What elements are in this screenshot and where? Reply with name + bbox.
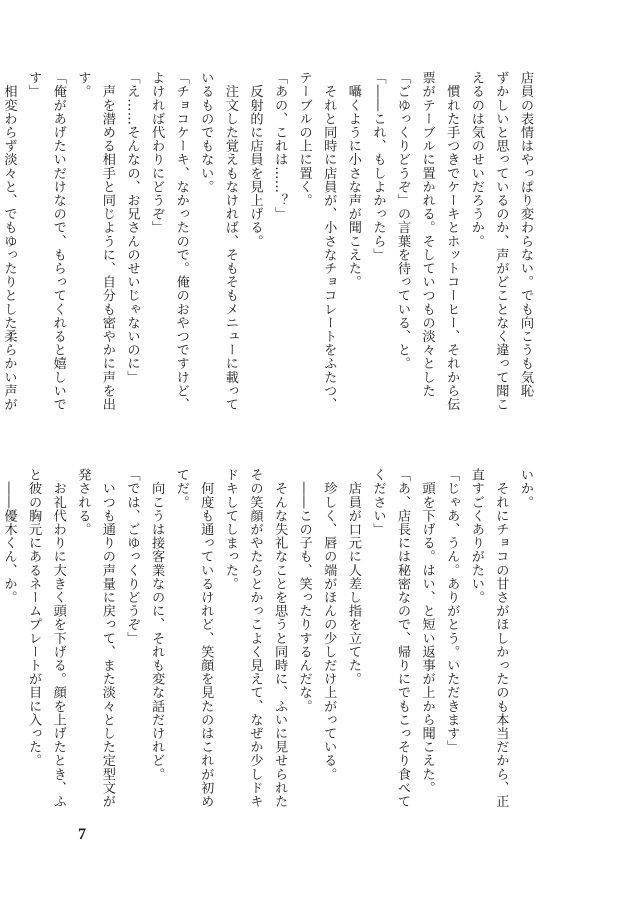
text-line: テーブルの上に置く。 <box>296 71 312 207</box>
text-line: 票がテーブルに置かれる。そしていつもの淡々とした <box>419 71 435 398</box>
text-line: と彼の胸元にあるネームプレートが目に入った。 <box>26 468 42 768</box>
text-block-lower <box>0 468 537 838</box>
text-line: 直すごくありがたい。 <box>468 468 484 604</box>
text-line: 発される。 <box>75 468 91 536</box>
text-line: いるものでもない。 <box>198 71 214 194</box>
text-line: それと同時に店員が、小さなチョコレートをふたつ、 <box>321 71 337 411</box>
text-line: いつも通りの声量に戻って、また淡々とした定型文が <box>99 468 115 808</box>
text-line: 「俺があげたいだけなので、もらってくれると嬉しいで <box>50 71 66 411</box>
text-line: 反射的に店員を見上げる。 <box>247 71 263 248</box>
text-line: 相変わらず淡々と、でもゆったりとした柔らかい声が <box>1 71 17 411</box>
text-line: す。 <box>75 71 91 99</box>
text-line: 囁くように小さな声が聞こえた。 <box>345 71 361 289</box>
text-line: 「あの、これは……？」 <box>272 71 288 221</box>
text-line: 頭を下げる。はい、と短い返事が上から聞こえた。 <box>419 468 435 795</box>
text-line: 「え……そんなの、お兄さんのせいじゃないのに」 <box>124 71 140 384</box>
text-line: 店員が口元に人差し指を立てた。 <box>345 468 361 686</box>
text-line: 珍しく、唇の端がほんの少しだけ上がっている。 <box>321 468 337 781</box>
text-line: 「チョコケーキ、なかったので。俺のおやつですけど、 <box>173 71 189 411</box>
text-line: 注文した覚えもなければ、そもそもメニューに載って <box>222 71 238 411</box>
text-line: いか。 <box>518 468 533 509</box>
text-line: ください」 <box>370 468 386 536</box>
text-line: 「ごゆっくりどうぞ」の言葉を待っている、と。 <box>395 71 411 371</box>
text-line: よければ代わりにどうぞ」 <box>149 71 165 235</box>
text-line: お礼代わりに大きく頭を下げる。顔を上げたとき、ふ <box>50 468 66 808</box>
text-line: 店員の表情はやっぱり変わらない。でも向こうも気恥 <box>518 71 533 398</box>
page-number: 7 <box>78 826 86 843</box>
text-line: 慣れた手つきでケーキとホットコーヒー、それから伝 <box>444 71 460 411</box>
text-line: 向こうは接客業なのに、それも変な話だけれど。 <box>149 468 165 781</box>
text-line: ――この子も、笑ったりするんだな。 <box>296 468 312 713</box>
text-line: その笑顔がやたらとかっこよく見えて、なぜか少しドキ <box>247 468 263 808</box>
text-line: 「じゃあ、うん。ありがとう。いただきます」 <box>444 468 460 754</box>
text-block-upper <box>0 71 537 441</box>
text-line: 何度も通っているけれど、笑顔を見たのはこれが初め <box>198 468 214 808</box>
text-line: ――優木くん、か。 <box>1 468 17 604</box>
text-line: ずかしいと思っているのか、声がどことなく違って聞こ <box>493 71 509 411</box>
text-line: ドキしてしまった。 <box>222 468 238 591</box>
text-line: 「では、ごゆっくりどうぞ」 <box>124 468 140 645</box>
text-line: えるのは気のせいだろうか。 <box>468 71 484 248</box>
text-line: 「あ、店長には秘密なので、帰りにでもこっそり食べて <box>395 468 411 808</box>
text-line: 「――これ、もしよかったら」 <box>370 71 386 262</box>
text-line: てだ。 <box>173 468 189 509</box>
text-line: そんな失礼なことを思うと同時に、ふいに見せられた <box>272 468 288 808</box>
text-line: 声を潜める相手と同じように、自分も密やかに声を出 <box>99 71 115 411</box>
text-line: す」 <box>26 71 42 99</box>
text-line: それにチョコの甘さがほしかったのも本当だから、正 <box>493 468 509 808</box>
